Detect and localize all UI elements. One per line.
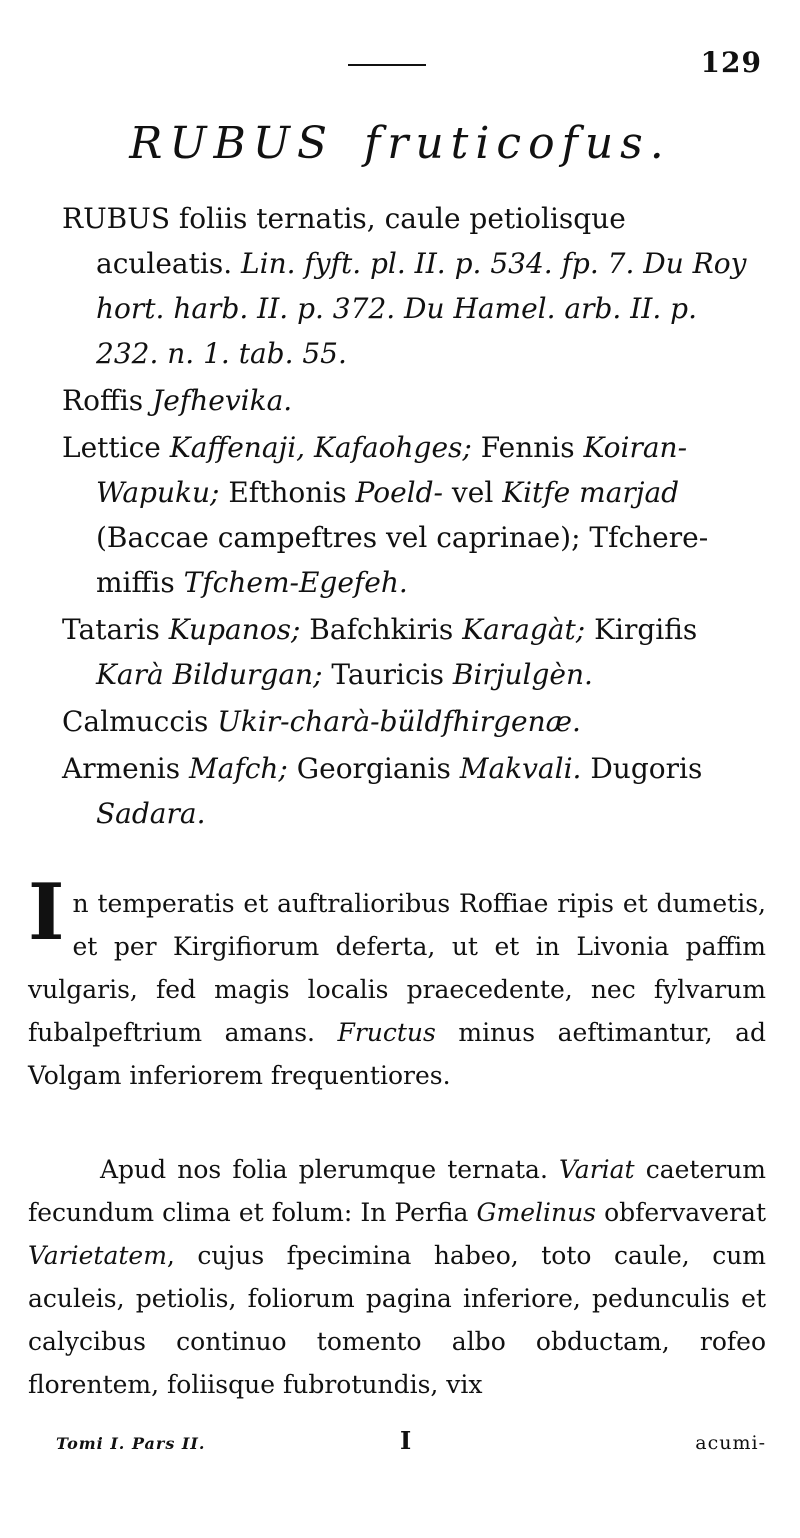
synonym-main: RUBUS foliis ternatis, caule petiolisque aculeatis.: [62, 202, 626, 280]
paragraph-italic: Variat: [559, 1155, 635, 1184]
footer-catchword: acumi-: [695, 1432, 766, 1454]
vernacular-name: Tfchem-Egefeh.: [183, 566, 408, 599]
vernacular-lang: Efthonis: [219, 476, 356, 509]
vernacular-name: Poeld-: [355, 476, 444, 509]
vernacular-lang: Dugoris: [581, 752, 703, 785]
vernacular-lang: Tataris: [62, 613, 169, 646]
page-title: [0, 118, 800, 169]
vernacular-lang: Bafchkiris: [300, 613, 463, 646]
vernacular-name: Ukir-charà-büldfhirgenæ.: [217, 705, 581, 738]
vernacular-lang: Armenis: [62, 752, 189, 785]
vernacular-name: Kaffenaji, Kafaohges;: [169, 431, 472, 464]
vernacular-kalmyk: [62, 699, 766, 744]
synonym-references: Lin. fyft. pl. II. p. 534. fp. 7. Du Roy hort. harb. II. p. 372. Du Hamel. arb. II. p. 232. n. 1. tab. 55.: [96, 247, 747, 370]
vernacular-tatar-bashkir-kirgiz: [62, 607, 766, 697]
title-genus: RUBUS: [129, 118, 335, 169]
paragraph-italic: Varietatem: [28, 1241, 167, 1270]
vernacular-gloss: (Baccae campeftres vel caprinae); Tfchere-miffis: [96, 521, 709, 599]
footer-signature: I: [400, 1426, 412, 1455]
paragraph-habitat: [28, 867, 766, 1097]
vernacular-armenian-georgian: [62, 746, 766, 836]
vernacular-lang: Calmuccis: [62, 705, 218, 738]
vernacular-lang: Kirgifis: [585, 613, 698, 646]
title-epithet: fruticofus.: [364, 118, 671, 169]
paragraph-text: minus aeftimantur, ad Volgam inferiorem frequentiores.: [28, 1018, 766, 1090]
vernacular-name: Jefhevika.: [152, 384, 293, 417]
vernacular-lang: Fennis: [471, 431, 584, 464]
vernacular-name: Kitfe marjad: [502, 476, 680, 509]
vernacular-connector: vel: [443, 476, 503, 509]
vernacular-name: Koiran-Wapuku;: [96, 431, 688, 509]
vernacular-latvian-finnish-estonian: [62, 425, 766, 605]
paragraph-text: caeterum fecundum clima et folum: In Perfia: [28, 1155, 766, 1227]
header-rule: [348, 64, 426, 66]
paragraph-text: Apud nos folia plerumque ternata.: [100, 1155, 560, 1184]
vernacular-lang: Georgianis: [287, 752, 460, 785]
page-number: 129: [700, 46, 762, 79]
paragraph-variety: [28, 1148, 766, 1406]
vernacular-name: Sadara.: [96, 797, 206, 830]
paragraph-text: n temperatis et auftralioribus Roffiae ripis et dumetis, et per Kirgifiorum deferta, ut et in Livonia paffim vulgaris, fed magis localis praecedente, nec fylvarum fubalpeftrium amans.: [28, 889, 766, 1047]
vernacular-lang: Lettice: [62, 431, 170, 464]
vernacular-lang: Tauricis: [322, 658, 453, 691]
drop-cap: I: [28, 867, 65, 958]
paragraph-text: , cujus fpecimina habeo, toto caule, cum aculeis, petiolis, foliorum pagina inferiore, pedunculis et calycibus continuo tomento albo obductam, rofeo florentem, foliisque fubrotundis, vix: [28, 1241, 766, 1399]
vernacular-lang: Roffis: [62, 384, 153, 417]
vernacular-name: Karà Bildurgan;: [96, 658, 323, 691]
vernacular-name: Kupanos;: [168, 613, 301, 646]
page-footer: [28, 1428, 766, 1456]
vernacular-name: Mafch;: [188, 752, 288, 785]
synonymy-block: [62, 196, 766, 838]
vernacular-name: Makvali.: [459, 752, 582, 785]
paragraph-italic: Fructus: [337, 1018, 436, 1047]
vernacular-russian: [62, 378, 766, 423]
footer-volume: Tomi I. Pars II.: [56, 1434, 206, 1453]
vernacular-name: Karagàt;: [462, 613, 586, 646]
synonym-entry: [62, 196, 766, 376]
paragraph-italic: Gmelinus: [476, 1198, 597, 1227]
paragraph-text: obfervaverat: [596, 1198, 766, 1227]
vernacular-name: Birjulgèn.: [452, 658, 593, 691]
